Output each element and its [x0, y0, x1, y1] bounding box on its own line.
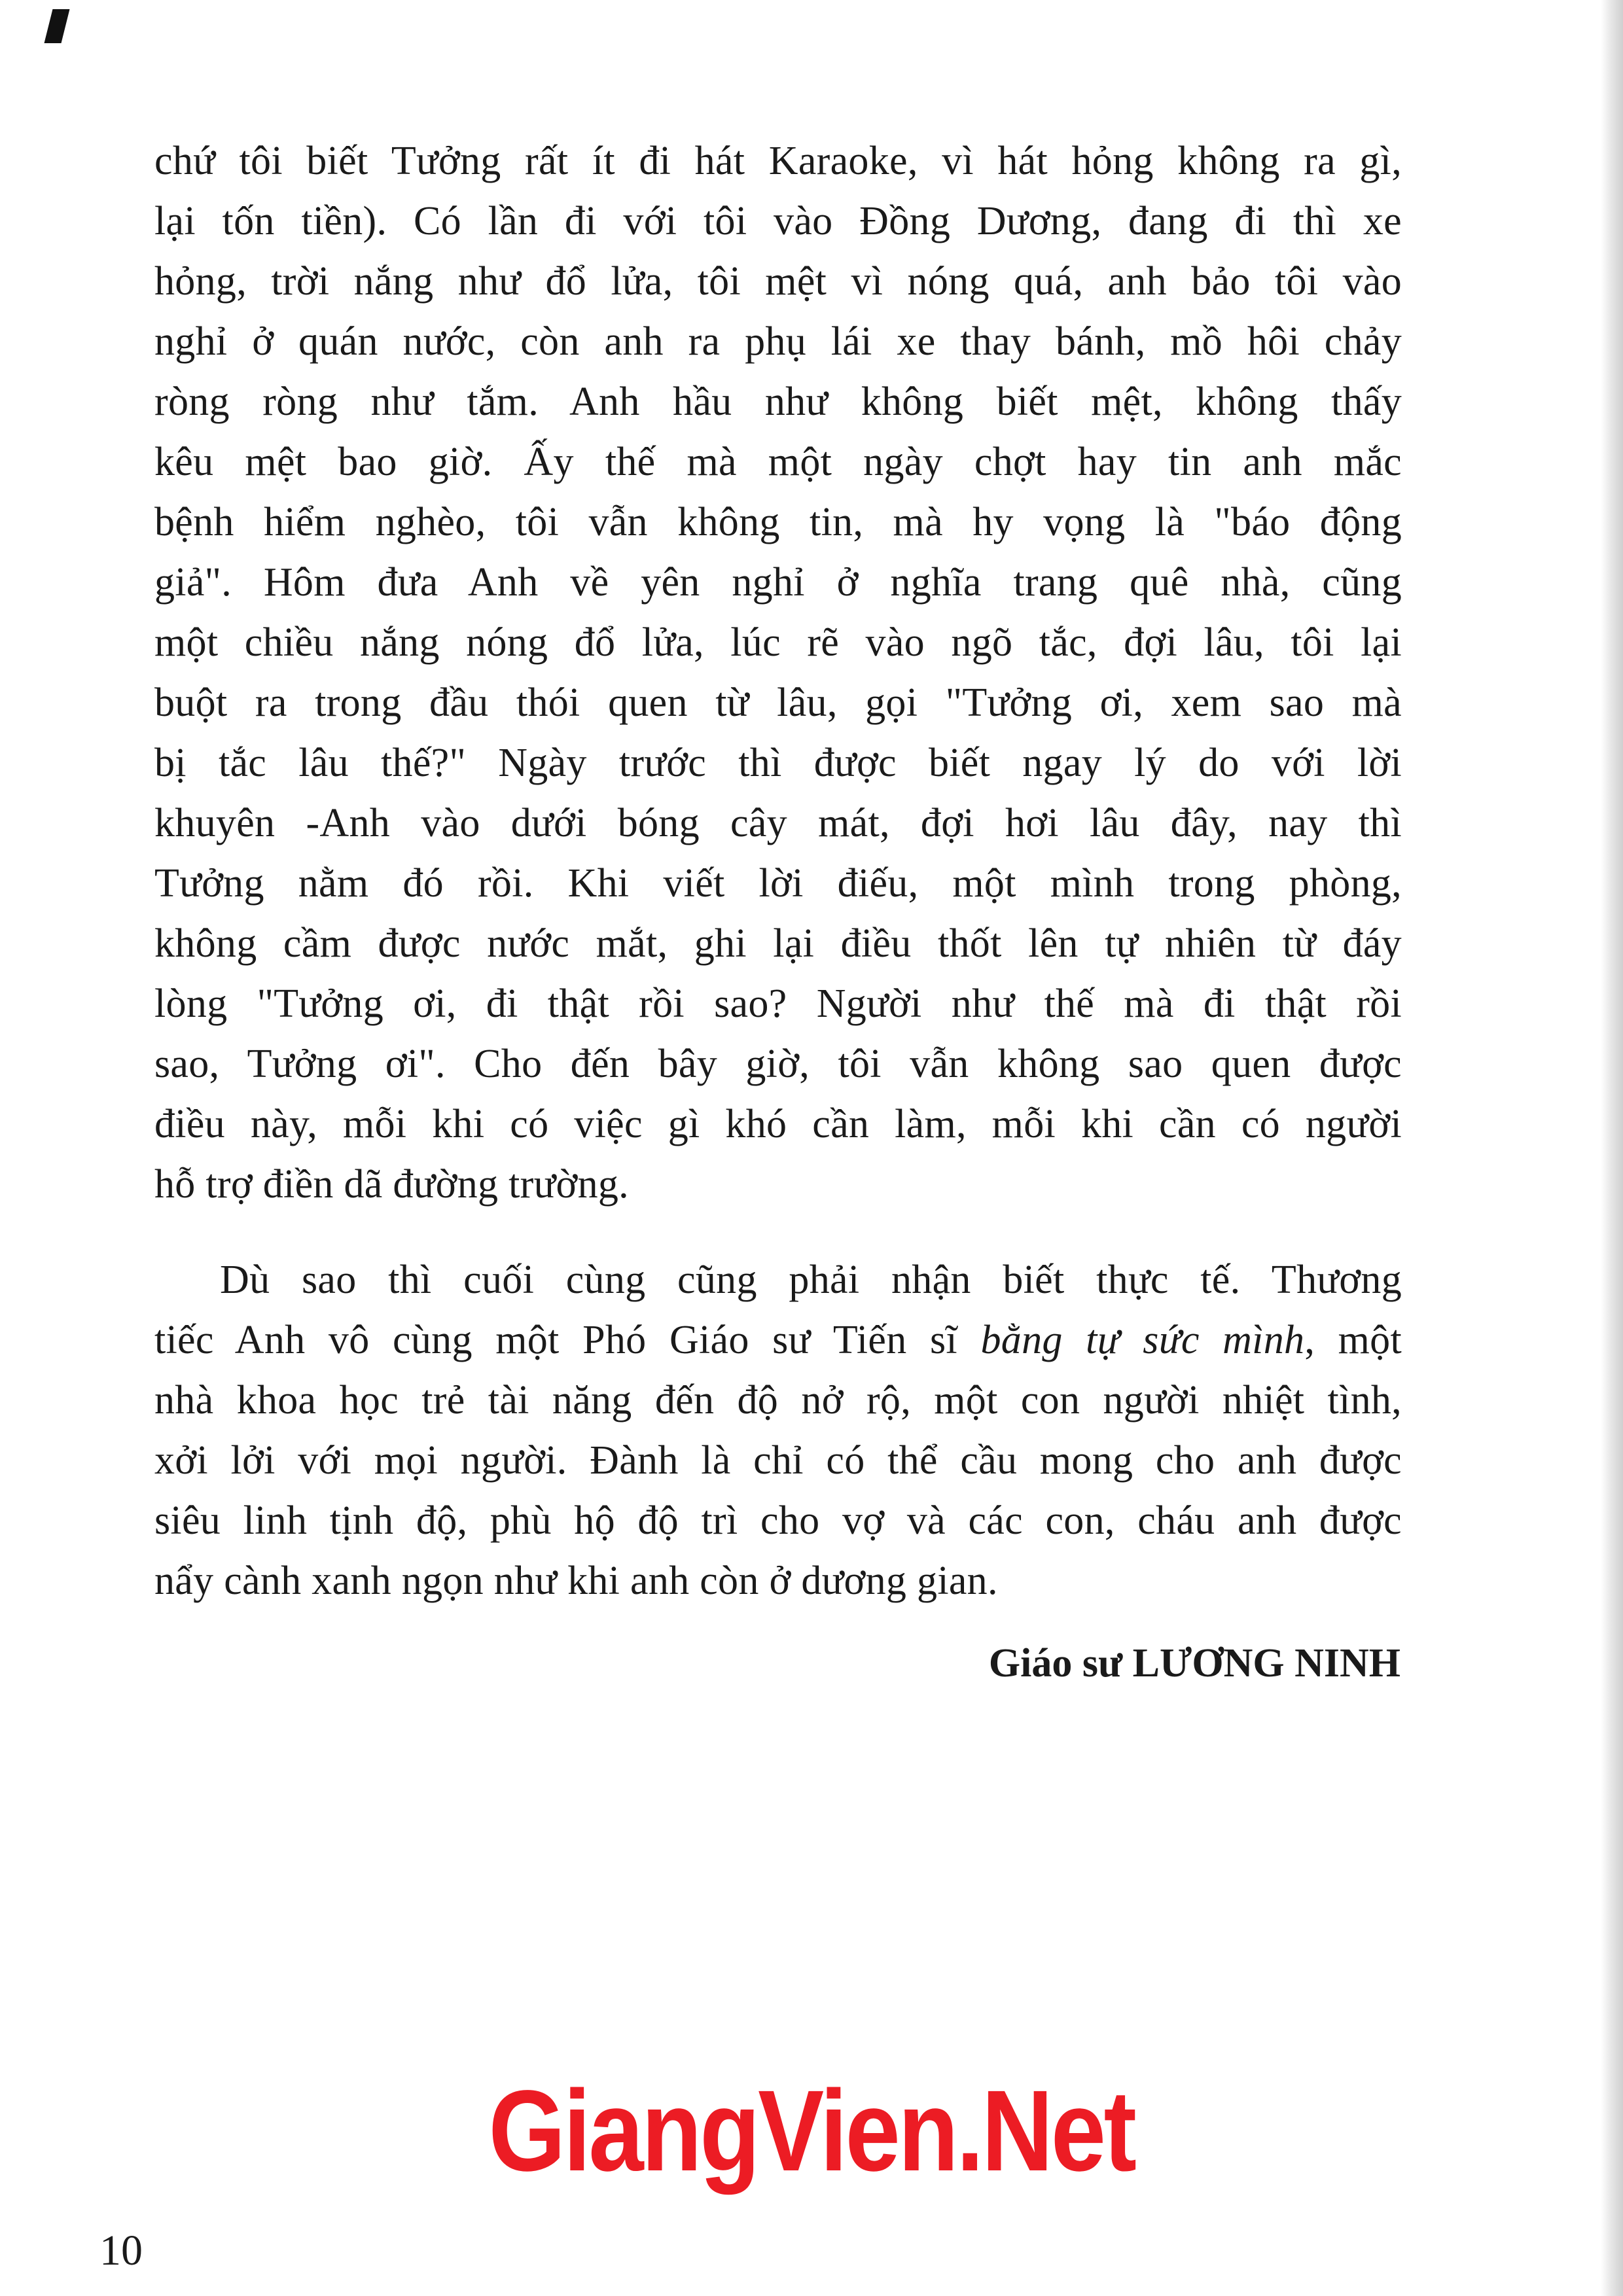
- text-fragment: , một: [1304, 1318, 1402, 1362]
- text-line: bị tắc lâu thế?" Ngày trước thì được biết ngay lý do với lời: [154, 741, 1402, 785]
- text-line: lại tốn tiền). Có lần đi với tôi vào Đồng Dương, đang đi thì xe: [154, 199, 1402, 243]
- text-line: giả". Hôm đưa Anh về yên nghỉ ở nghĩa trang quê nhà, cũng: [154, 560, 1402, 605]
- text-line: hỗ trợ điền dã đường trường.: [154, 1162, 629, 1207]
- body-text: [154, 131, 1402, 1611]
- text-line: nhà khoa học trẻ tài năng đến độ nở rộ, một con người nhiệt tình,: [154, 1378, 1402, 1422]
- text-line: kêu mệt bao giờ. Ấy thế mà một ngày chợt hay tin anh mắc: [154, 440, 1402, 484]
- page-number: 10: [99, 2227, 143, 2274]
- text-line: nghỉ ở quán nước, còn anh ra phụ lái xe thay bánh, mồ hôi chảy: [154, 319, 1402, 364]
- text-line: ròng ròng như tắm. Anh hầu như không biết mệt, không thấy: [154, 380, 1402, 424]
- text-line: siêu linh tịnh độ, phù hộ độ trì cho vợ và các con, cháu anh được: [154, 1498, 1402, 1543]
- scan-corner-mark: [45, 9, 70, 43]
- text-line: hỏng, trời nắng như đổ lửa, tôi mệt vì nóng quá, anh bảo tôi vào: [154, 259, 1402, 304]
- text-line: bệnh hiểm nghèo, tôi vẫn không tin, mà hy vọng là "báo động: [154, 500, 1402, 544]
- paragraph-2: [154, 1250, 1402, 1611]
- italic-emphasis: bằng tự sức mình: [980, 1318, 1305, 1362]
- author-signature: Giáo sư LƯƠNG NINH: [988, 1641, 1400, 1686]
- text-line: chứ tôi biết Tưởng rất ít đi hát Karaoke, vì hát hỏng không ra gì,: [154, 139, 1402, 183]
- text-line: khuyên -Anh vào dưới bóng cây mát, đợi hơi lâu đây, nay thì: [154, 801, 1402, 845]
- text-line-with-emphasis: [154, 1310, 1402, 1370]
- watermark-logo: GiangVien.Net: [488, 2067, 1135, 2195]
- text-line: Dù sao thì cuối cùng cũng phải nhận biết thực tế. Thương: [220, 1258, 1402, 1302]
- text-line: nẩy cành xanh ngọn như khi anh còn ở dương gian.: [154, 1559, 998, 1603]
- text-line: lòng "Tưởng ơi, đi thật rồi sao? Người như thế mà đi thật rồi: [154, 981, 1402, 1026]
- text-line: Tưởng nằm đó rồi. Khi viết lời điếu, một mình trong phòng,: [154, 861, 1402, 906]
- text-fragment: tiếc Anh vô cùng một Phó Giáo sư Tiến sĩ: [154, 1318, 981, 1362]
- text-line: xởi lởi với mọi người. Đành là chỉ có thể cầu mong cho anh được: [154, 1438, 1402, 1483]
- text-line: điều này, mỗi khi có việc gì khó cần làm, mỗi khi cần có người: [154, 1102, 1402, 1146]
- paragraph-1: [154, 131, 1402, 1214]
- text-line: không cầm được nước mắt, ghi lại điều thốt lên tự nhiên từ đáy: [154, 921, 1402, 966]
- text-line: buột ra trong đầu thói quen từ lâu, gọi "Tưởng ơi, xem sao mà: [154, 680, 1402, 725]
- text-line: sao, Tưởng ơi". Cho đến bây giờ, tôi vẫn không sao quen được: [154, 1042, 1402, 1086]
- scan-page-edge: [1601, 0, 1623, 2296]
- text-line: một chiều nắng nóng đổ lửa, lúc rẽ vào ngõ tắc, đợi lâu, tôi lại: [154, 620, 1402, 665]
